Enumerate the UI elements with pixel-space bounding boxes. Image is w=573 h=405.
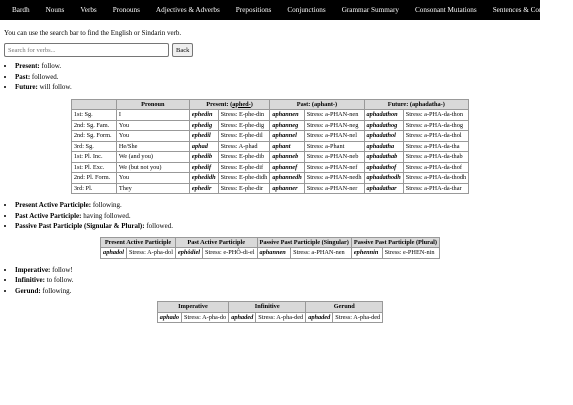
cell: Stress: A-pha-ded (333, 312, 383, 323)
cell: ephedir (189, 183, 218, 194)
nav-sentences-compounds[interactable]: Sentences & Compounds (492, 6, 566, 14)
table-row (71, 120, 468, 131)
cell: Stress: e-PHEN-nin (382, 248, 439, 259)
cell: You (116, 120, 189, 131)
table-row (71, 173, 468, 184)
cell: ephedib (189, 152, 218, 163)
list-item: • Infinitive: to follow. (15, 275, 540, 286)
cell: aphannen (270, 110, 304, 121)
cell: Stress: a-PHAN-nen (291, 248, 352, 259)
cell: Stress: a-Phant (304, 141, 364, 152)
cell: Stress: a-PHAN-neb (304, 152, 364, 163)
table-row (71, 152, 468, 163)
list-item: • Imperative: follow! (15, 265, 540, 276)
back-button[interactable]: Back (172, 43, 193, 57)
cell: ephedif (189, 162, 218, 173)
cell: Stress: a-PHA-da-thol (403, 131, 468, 142)
cell: ephedig (189, 120, 218, 131)
cell: Stress: e-PHÔ-di-el (203, 248, 258, 259)
cell: aphaded (229, 312, 256, 323)
cell: 1st: Pl. Exc. (71, 162, 116, 173)
top-nav (0, 0, 566, 20)
cell: aphadathar (364, 183, 403, 194)
cell: aphadathol (364, 131, 403, 142)
cell: Stress: E-phe-dil (218, 131, 270, 142)
list-item: • Passive Past Participle (Signular & Plural): followed. (15, 221, 540, 232)
cell: Stress: E-phe-dir (218, 183, 270, 194)
cell: Stress: E-phe-didh (218, 173, 270, 184)
corner-header (71, 99, 116, 110)
list-item: • Past: followed. (15, 72, 540, 83)
nav-prepositions[interactable]: Prepositions (235, 6, 272, 14)
cell: Stress: a-PHAN-nedh (304, 173, 364, 184)
cell: Stress: a-PHA-da-thon (403, 110, 468, 121)
cell: Stress: E-phe-din (218, 110, 270, 121)
future-header: Future: (aphadatha-) (364, 99, 469, 110)
table-header-row (157, 302, 382, 313)
table-row (71, 162, 468, 173)
nav-adjectives-adverbs[interactable]: Adjectives & Adverbs (155, 6, 220, 14)
table-header-row (101, 237, 440, 248)
cell: ephedil (189, 131, 218, 142)
cell: aphanner (270, 183, 304, 194)
cell: Stress: a-PHAN-nef (304, 162, 364, 173)
list-item: • Present: follow. (15, 61, 540, 72)
nav-nouns[interactable]: Nouns (45, 6, 65, 14)
list-item: • Gerund: following. (15, 286, 540, 297)
nav-verbs[interactable]: Verbs (80, 6, 97, 14)
cell: I (116, 110, 189, 121)
gerund-header: Gerund (306, 302, 383, 313)
cell: Stress: a-PHAN-nel (304, 131, 364, 142)
tense-meanings-list (0, 61, 540, 93)
nav-conjunctions[interactable]: Conjunctions (287, 6, 326, 14)
cell: ephedin (189, 110, 218, 121)
cell: ephennin (351, 248, 382, 259)
cell: aphaded (306, 312, 333, 323)
imperative-header: Imperative (157, 302, 228, 313)
table-row (71, 183, 468, 194)
conjugation-body (71, 110, 468, 194)
table-row (71, 141, 468, 152)
cell: aphadathon (364, 110, 403, 121)
cell: aphado (157, 312, 181, 323)
cell: Stress: a-PHA-da-thodh (403, 173, 468, 184)
cell: aphadatha (364, 141, 403, 152)
cell: Stress: E-phe-dig (218, 120, 270, 131)
cell: aphadathodh (364, 173, 403, 184)
cell: Stress: a-PHA-da-thog (403, 120, 468, 131)
cell: aphannedh (270, 173, 304, 184)
cell: Stress: a-PHA-da-thab (403, 152, 468, 163)
infinitive-header: Infinitive (229, 302, 306, 313)
passive-past-plural-header: Passive Past Participle (Plural) (351, 237, 439, 248)
other-forms-table (157, 301, 383, 323)
cell: ephôdiel (175, 248, 202, 259)
cell: aphadathof (364, 162, 403, 173)
table-row (71, 131, 468, 142)
passive-past-singular-header: Passive Past Participle (Singular) (257, 237, 351, 248)
cell: Stress: E-phe-dif (218, 162, 270, 173)
list-item: • Present Active Participle: following. (15, 200, 540, 211)
cell: Stress: a-PHA-da-thar (403, 183, 468, 194)
cell: ephedidh (189, 173, 218, 184)
cell: aphanneb (270, 152, 304, 163)
cell: 2nd: Sg. Fam. (71, 120, 116, 131)
present-stem-link[interactable]: aphed- (232, 100, 251, 108)
verb-search-input[interactable] (4, 43, 169, 57)
search-row (4, 43, 540, 57)
cell: Stress: A-pha-dol (127, 248, 176, 259)
present-active-participle-header: Present Active Participle (101, 237, 176, 248)
cell: 3rd: Sg. (71, 141, 116, 152)
cell: aphannef (270, 162, 304, 173)
cell: aphannen (257, 248, 291, 259)
past-active-participle-header: Past Active Participle (175, 237, 257, 248)
table-row (71, 110, 468, 121)
intro-text: You can use the search bar to find the English or Sindarin verb. (4, 29, 182, 37)
cell: 1st: Pl. Inc. (71, 152, 116, 163)
list-item: • Future: will follow. (15, 82, 540, 93)
cell: Stress: a-PHA-da-thof (403, 162, 468, 173)
cell: Stress: a-PHAN-neg (304, 120, 364, 131)
conjugation-table (71, 99, 469, 195)
cell: aphad (189, 141, 218, 152)
cell: aphannel (270, 131, 304, 142)
nav-bardh[interactable]: Bardh (12, 6, 30, 14)
cell: Stress: a-PHA-da-tha (403, 141, 468, 152)
cell: They (116, 183, 189, 194)
table-row (157, 312, 382, 323)
nav-grammar-summary[interactable]: Grammar Summary (341, 6, 399, 14)
cell: aphanneg (270, 120, 304, 131)
cell: aphant (270, 141, 304, 152)
cell: Stress: a-PHAN-nen (304, 110, 364, 121)
nav-pronouns[interactable]: Pronouns (112, 6, 140, 14)
cell: aphadathab (364, 152, 403, 163)
cell: 1st: Sg. (71, 110, 116, 121)
cell: You (116, 173, 189, 184)
cell: He/She (116, 141, 189, 152)
cell: Stress: E-phe-dib (218, 152, 270, 163)
cell: Stress: a-PHAN-ner (304, 183, 364, 194)
cell: 3rd: Pl. (71, 183, 116, 194)
cell: We (and you) (116, 152, 189, 163)
cell: 2nd: Pl. Form. (71, 173, 116, 184)
cell: aphadol (101, 248, 127, 259)
cell: Stress: A-pha-ded (256, 312, 306, 323)
cell: 2nd: Sg. Form. (71, 131, 116, 142)
table-row (101, 248, 440, 259)
past-header: Past: (aphant-) (270, 99, 364, 110)
list-item: • Past Active Participle: having followed. (15, 211, 540, 222)
cell: We (but not you) (116, 162, 189, 173)
nav-consonant-mutations[interactable]: Consonant Mutations (414, 6, 477, 14)
participle-meanings-list (0, 200, 540, 232)
cell: Stress: A-phad (218, 141, 270, 152)
present-header: Present: (aphed-) (189, 99, 270, 110)
participles-table (100, 237, 440, 259)
other-forms-meanings-list (0, 265, 540, 297)
cell: Stress: A-pha-do (182, 312, 229, 323)
pronoun-header: Pronoun (116, 99, 189, 110)
table-header-row (71, 99, 468, 110)
cell: You (116, 131, 189, 142)
cell: aphadathog (364, 120, 403, 131)
